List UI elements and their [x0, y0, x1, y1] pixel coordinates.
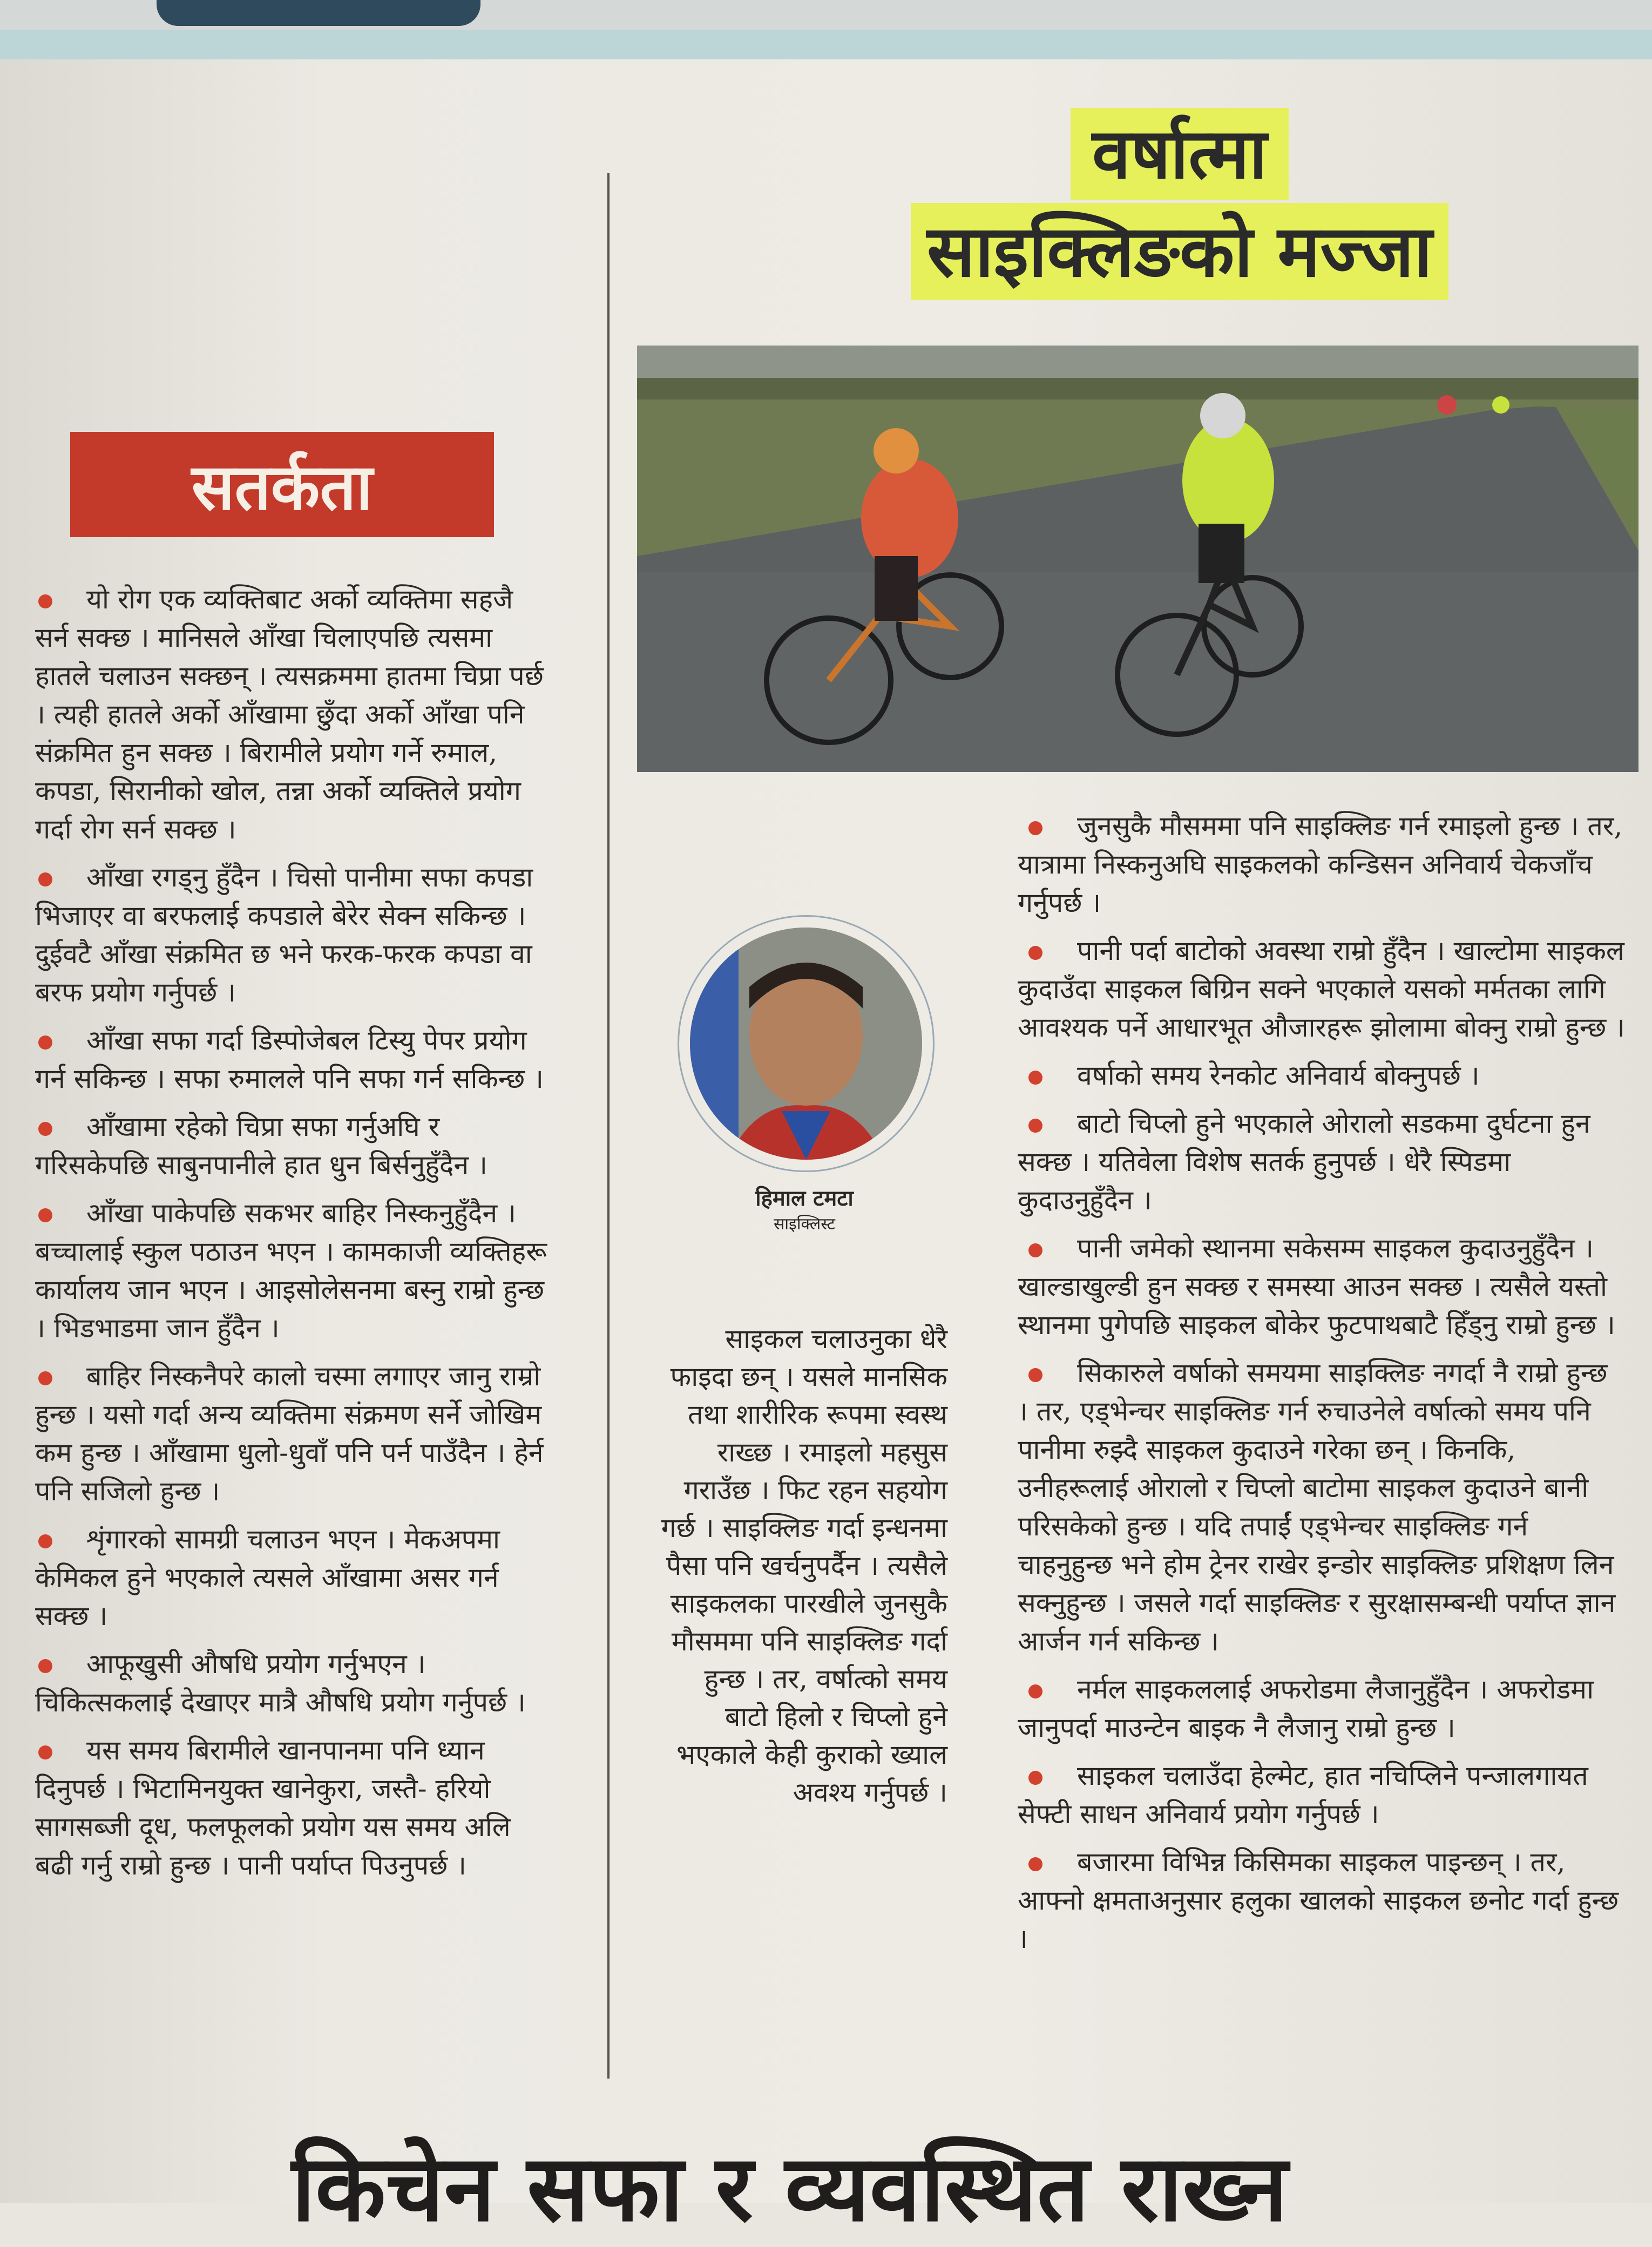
bullet-icon: [38, 1035, 52, 1050]
bullet-icon: [1028, 821, 1042, 835]
caution-item-text: आँखामा रहेको चिप्रा सफा गर्नुअघि र गरिसकेपछि साबुनपानीले हात धुन बिर्सनुहुँदैन ।: [35, 1111, 488, 1181]
bullet-icon: [1028, 1071, 1042, 1085]
author-role: साइक्लिस्ट: [773, 1215, 836, 1234]
tip-item: [1018, 807, 1625, 922]
caution-item: [35, 1021, 551, 1098]
caution-item: [35, 1357, 551, 1511]
bullet-icon: [38, 1122, 52, 1136]
caution-item-text: आँखा सफा गर्दा डिस्पोजेबल टिस्यु पेपर प्रयोग गर्न सकिन्छ । सफा रुमालले पनि सफा गर्न सकिन्छ ।: [35, 1025, 544, 1094]
bullet-icon: [1028, 1857, 1042, 1871]
bullet-icon: [1028, 1684, 1042, 1698]
caution-heading-box: सतर्कता: [70, 432, 494, 537]
caution-item-text: आफूखुसी औषधि प्रयोग गर्नुभएन । चिकित्सकलाई देखाएर मात्रै औषधि प्रयोग गर्नुपर्छ ।: [35, 1648, 526, 1718]
author-photo-frame: [678, 915, 935, 1172]
column-divider: [607, 173, 610, 2079]
tip-item-text: साइकल चलाउँदा हेल्मेट, हात नचिप्लिने पन्जालगायत सेफ्टी साधन अनिवार्य प्रयोग गर्नुपर्छ ।: [1018, 1760, 1588, 1830]
bullet-icon: [38, 594, 52, 608]
caution-item: [35, 1731, 551, 1885]
caution-item: [35, 1520, 551, 1635]
caution-item: [35, 1645, 551, 1722]
headline-line-1: वर्षात्मा: [1071, 108, 1289, 200]
caution-item-text: शृंगारको सामग्री चलाउन भएन । मेकअपमा केमिकल हुने भएकाले त्यसले आँखामा असर गर्न सक्छ ।: [35, 1524, 500, 1632]
tip-item-text: सिकारुले वर्षाको समयमा साइक्लिङ नगर्दा नै राम्रो हुन्छ । तर, एड्भेन्चर साइक्लिङ गर्न रुचाउनेले वर्षात्को समय पनि पानीमा रुझ्दै साइकल कुदाउने गरेका छन् । किनकि, उनीहरूलाई ओरालो र चिप्लो बाटोमा साइकल कुदाउने बानी परिसकेको हुन्छ । यदि तपाईं एड्भेन्चर साइक्लिङ गर्न चाहनुहुन्छ भने होम ट्रेनर राखेर इन्डोर साइक्लिङ प्रशिक्षण लिन सक्नुहुन्छ । जसले गर्दा साइक्लिङ र सुरक्षासम्बन्धी पर्याप्त ज्ञान आर्जन गर्न सकिन्छ ।: [1018, 1357, 1616, 1657]
tip-item-text: नर्मल साइकललाई अफरोडमा लैजानुहुँदैन । अफरोडमा जानुपर्दा माउन्टेन बाइक नै लैजानु राम्रो हुन्छ ।: [1018, 1674, 1594, 1743]
caution-item: [35, 1108, 551, 1185]
tip-item-text: बजारमा विभिन्न किसिमका साइकल पाइन्छन् । तर, आफ्नो क्षमताअनुसार हलुका खालको साइकल छनोट गर्दा हुन्छ ।: [1018, 1846, 1619, 1954]
caution-item-text: आँखा रगड्नु हुँदैन । चिसो पानीमा सफा कपडा भिजाएर वा बरफलाई कपडाले बेरेर सेक्न सकिन्छ । दुईवटै आँखा संक्रमित छ भने फरक-फरक कपडा वा बरफ प्रयोग गर्नुपर्छ ।: [35, 862, 533, 1008]
tip-item-text: बाटो चिप्लो हुने भएकाले ओरालो सडकमा दुर्घटना हुन सक्छ । यतिवेला विशेष सतर्क हुनुपर्छ । धेरै स्पिडमा कुदाउनुहुँदैन ।: [1018, 1108, 1590, 1216]
caution-item-text: यो रोग एक व्यक्तिबाट अर्को व्यक्तिमा सहजै सर्न सक्छ । मानिसले आँखा चिलाएपछि त्यसमा हातले चलाउन सक्छन् । त्यसक्रममा हातमा चिप्रा पर्छ । त्यही हातले अर्को आँखामा छुँदा अर्को आँखा पनि संक्रमित हुन सक्छ । बिरामीले प्रयोग गर्ने रुमाल, कपडा, सिरानीको खोल, तन्ना अर्को व्यक्तिले प्रयोग गर्दा रोग सर्न सक्छ ।: [35, 584, 544, 845]
caution-item-text: आँखा पाकेपछि सकभर बाहिर निस्कनुहुँदैन । बच्चालाई स्कुल पठाउन भएन । कामकाजी व्यक्तिहरू कार्यालय जान भएन । आइसोलेसनमा बस्नु राम्रो हुन्छ । भिडभाडमा जान हुँदैन ।: [35, 1197, 547, 1344]
bullet-icon: [38, 1745, 52, 1759]
tip-item: [1018, 1229, 1625, 1344]
tip-item: [1018, 1843, 1625, 1958]
caution-item: [35, 1194, 551, 1348]
cycling-tips-list: [1018, 807, 1625, 1968]
cyclists-photo: [637, 346, 1639, 772]
previous-photo-edge: [157, 0, 480, 26]
tip-item-text: पानी जमेको स्थानमा सकेसम्म साइकल कुदाउनुहुँदैन । खाल्डाखुल्डी हुन सक्छ र समस्या आउन सक्छ । त्यसैले यस्तो स्थानमा पुगेपछि साइकल बोकेर फुटपाथबाटै हिँड्नु राम्रो हुन्छ ।: [1018, 1233, 1615, 1341]
tip-item: [1018, 1354, 1625, 1661]
article-headline: [842, 108, 1517, 300]
caution-item-text: यस समय बिरामीले खानपानमा पनि ध्यान दिनुपर्छ । भिटामिनयुक्त खानेकुरा, जस्तै- हरियो सागसब्जी दूध, फलफूलको प्रयोग यस समय अलि बढी गर्नु राम्रो हुन्छ । पानी पर्याप्त पिउनुपर्छ ।: [35, 1735, 511, 1881]
caution-item: [35, 858, 551, 1012]
tip-item: [1018, 1757, 1625, 1833]
bullet-icon: [38, 1534, 52, 1548]
intro-paragraph: साइकल चलाउनुका धेरै फाइदा छन् । यसले मानसिक तथा शारीरिक रूपमा स्वस्थ राख्छ । रमाइलो महसुस गराउँछ । फिट रहन सहयोग गर्छ । साइक्लिङ गर्दा इन्धनमा पैसा पनि खर्चनुपर्दैन । त्यसैले साइकलका पारखीले जुनसुकै मौसममा पनि साइक्लिङ गर्दा हुन्छ । तर, वर्षात्को समय बाटो हिलो र चिप्लो हुने भएकाले केही कुराको ख्याल अवश्य गर्नुपर्छ ।: [661, 1323, 947, 1808]
bullet-icon: [1028, 1368, 1042, 1382]
tip-item: [1018, 1057, 1625, 1095]
author-avatar: [690, 928, 922, 1160]
author-name: हिमाल टमटा: [755, 1186, 854, 1211]
bullet-icon: [1028, 1243, 1042, 1257]
bullet-icon: [38, 1659, 52, 1673]
bullet-icon: [1028, 1119, 1042, 1133]
headline-line-2: साइक्लिङको मज्जा: [911, 203, 1448, 300]
top-colored-band: [0, 30, 1652, 59]
bullet-icon: [38, 872, 52, 886]
tip-item-text: पानी पर्दा बाटोको अवस्था राम्रो हुँदैन । खाल्टोमा साइकल कुदाउँदा साइकल बिग्रिन सक्ने भएकाले यसको मर्मतका लागि आवश्यक पर्ने आधारभूत औजारहरू झोलामा बोक्नु राम्रो हुन्छ ।: [1018, 935, 1625, 1043]
tip-item: [1018, 932, 1625, 1047]
caution-item-text: बाहिर निस्कनैपरे कालो चस्मा लगाएर जानु राम्रो हुन्छ । यसो गर्दा अन्य व्यक्तिमा संक्रमण सर्ने जोखिम कम हुन्छ । आँखामा धुलो-धुवाँ पनि पर्न पाउँदैन । हेर्न पनि सजिलो हुन्छ ।: [35, 1361, 544, 1507]
tip-item: [1018, 1105, 1625, 1220]
bullet-icon: [38, 1371, 52, 1385]
caution-item: [35, 580, 551, 849]
next-article-headline: किचेन सफा र व्यवस्थित राख्न: [292, 2134, 1288, 2242]
bullet-icon: [38, 1208, 52, 1222]
tip-item-text: वर्षाको समय रेनकोट अनिवार्य बोक्नुपर्छ ।: [1077, 1060, 1480, 1091]
caution-list: [35, 580, 551, 1894]
bullet-icon: [1028, 946, 1042, 960]
tip-item: [1018, 1670, 1625, 1747]
bullet-icon: [1028, 1771, 1042, 1785]
tip-item-text: जुनसुकै मौसममा पनि साइक्लिङ गर्न रमाइलो हुन्छ । तर, यात्रामा निस्कनुअघि साइकलको कन्डिसन अनिवार्य चेकजाँच गर्नुपर्छ ।: [1018, 810, 1623, 918]
